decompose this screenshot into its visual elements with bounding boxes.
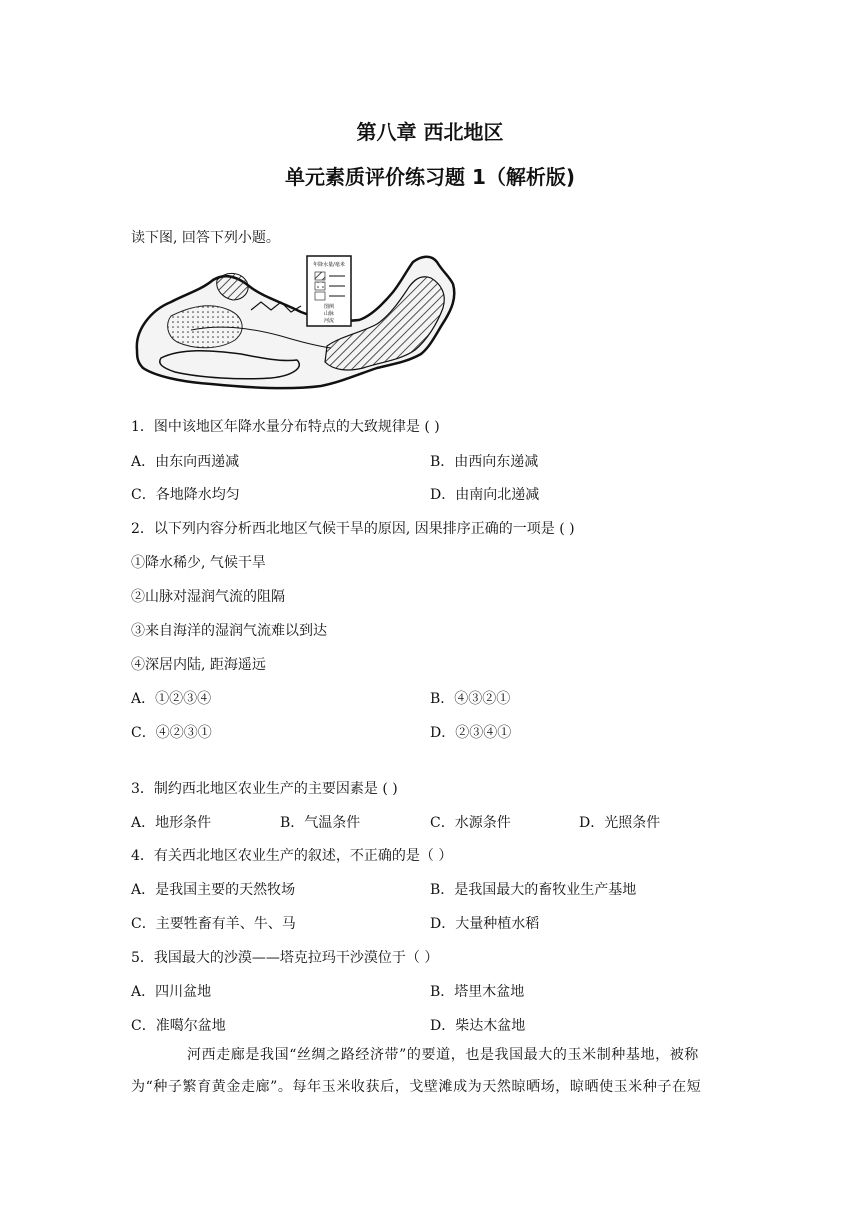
question-1-option-a[interactable]: A．由东向西递减: [131, 454, 240, 470]
legend-title: 年降水量/毫米: [313, 262, 345, 268]
map-legend: [307, 256, 351, 326]
question-4-option-c[interactable]: C．主要牲畜有羊、牛、马: [131, 916, 296, 932]
question-5-option-d[interactable]: D．柴达木盆地: [430, 1018, 526, 1034]
question-2-statement-1: ①降水稀少, 气候干旱: [131, 555, 266, 571]
page-subtitle: 单元素质评价练习题 1（解析版): [284, 165, 576, 189]
question-2-option-c[interactable]: C．④②③①: [131, 725, 212, 741]
question-5-option-a[interactable]: A．四川盆地: [131, 984, 212, 1000]
question-3-option-b[interactable]: B．气温条件: [280, 815, 361, 831]
question-1-option-d[interactable]: D．由南向北递减: [430, 487, 540, 503]
legend-line-2: 山脉: [323, 311, 335, 317]
question-3-stem: 3．制约西北地区农业生产的主要因素是 ( ): [131, 781, 398, 797]
question-1-option-b[interactable]: B．由西向东递减: [430, 454, 539, 470]
question-3-option-a[interactable]: A．地形条件: [131, 815, 212, 831]
question-5-option-b[interactable]: B．塔里木盆地: [430, 984, 525, 1000]
intro-text: 读下图, 回答下列小题。: [131, 230, 280, 246]
question-4-option-b[interactable]: B．是我国最大的畜牧业生产基地: [430, 882, 637, 898]
northwest-precipitation-map: [131, 250, 463, 392]
page-title: 第八章 西北地区: [356, 120, 504, 144]
question-2-option-b[interactable]: B．④③②①: [430, 691, 511, 707]
legend-line-1: 图例: [323, 304, 335, 310]
passage-line-1: 河西走廊是我国“丝绸之路经济带”的要道，也是我国最大的玉米制种基地，被称: [187, 1047, 699, 1063]
question-2-option-a[interactable]: A．①②③④: [131, 691, 212, 707]
question-4-stem: 4．有关西北地区农业生产的叙述，不正确的是（ ）: [131, 848, 453, 864]
dotted-area-west: [168, 306, 242, 348]
question-4-option-d[interactable]: D．大量种植水稻: [430, 916, 540, 932]
question-3-option-d[interactable]: D．光照条件: [579, 815, 661, 831]
question-1-option-c[interactable]: C．各地降水均匀: [131, 487, 240, 503]
legend-line-3: 河流: [323, 318, 335, 324]
question-1-stem: 1．图中该地区年降水量分布特点的大致规律是 ( ): [131, 419, 440, 435]
passage-line-2: 为“种子繁育黄金走廊”。每年玉米收获后，戈壁滩成为天然晾晒场，晾晒使玉米种子在短: [131, 1079, 702, 1095]
question-2-statement-4: ④深居内陆, 距海遥远: [131, 657, 266, 673]
question-3-option-c[interactable]: C．水源条件: [430, 815, 511, 831]
question-5-stem: 5．我国最大的沙漠——塔克拉玛干沙漠位于（ ）: [131, 950, 439, 966]
question-2-stem: 2．以下列内容分析西北地区气候干旱的原因, 因果排序正确的一项是 ( ): [131, 521, 575, 537]
question-2-statement-2: ②山脉对湿润气流的阻隔: [131, 589, 285, 605]
question-2-option-d[interactable]: D．②③④①: [430, 725, 512, 741]
question-2-statement-3: ③来自海洋的湿润气流难以到达: [131, 623, 327, 639]
question-4-option-a[interactable]: A．是我国主要的天然牧场: [131, 882, 296, 898]
question-5-option-c[interactable]: C．准噶尔盆地: [131, 1018, 226, 1034]
